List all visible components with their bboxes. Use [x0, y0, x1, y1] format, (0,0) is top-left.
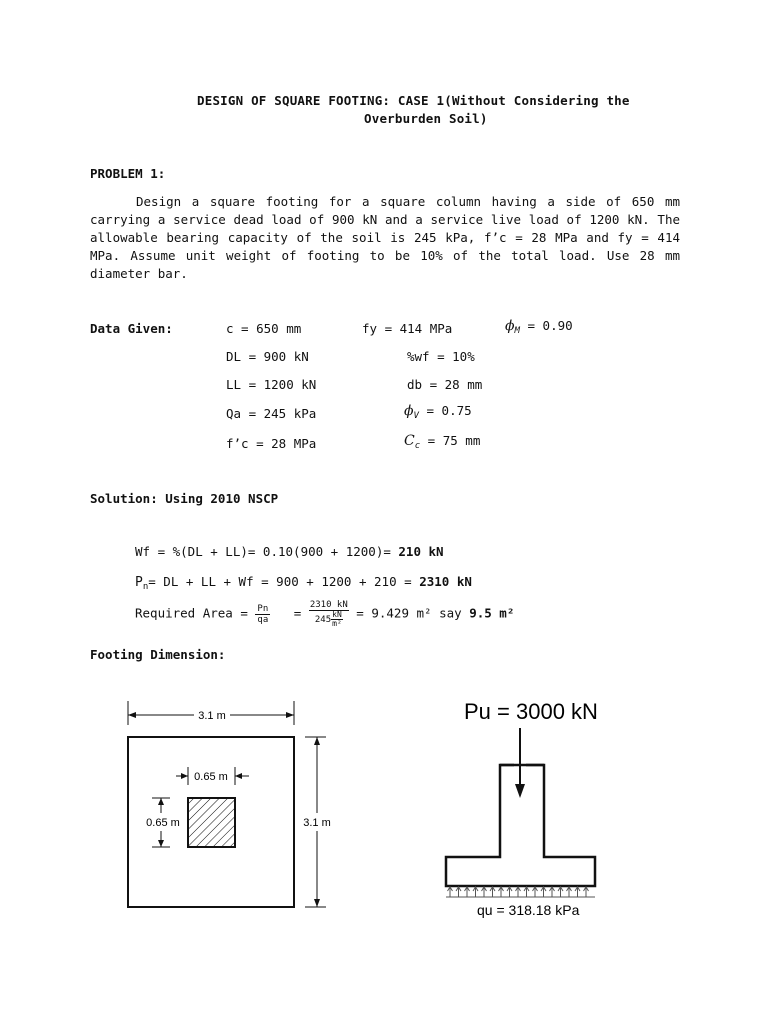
plan-view-diagram — [110, 695, 350, 920]
data-db: db = 28 mm — [407, 377, 483, 392]
data-fy: fy = 414 MPa — [362, 321, 453, 336]
plan-width-label: 3.1 m — [198, 710, 226, 722]
data-ll: LL = 1200 kN — [226, 377, 317, 392]
wf-equation: Wf = %(DL + LL)= 0.10(900 + 1200)= 210 kN — [135, 544, 444, 559]
data-phi-v: $\phi_V = 0.75$ — [404, 403, 472, 421]
document-title-line2: Overburden Soil) — [364, 111, 488, 126]
required-area-equation: Required Area = $\frac{Pn}{qa}$ = 2310 kN 245 $\frac{kN}{\text{m²}}$ = 9.429 m² say 9.5 m² — [135, 600, 515, 628]
data-phi-m: $\phi_M = 0.90$ — [505, 318, 573, 336]
data-given-label: Data Given: — [90, 321, 173, 336]
problem-text: Design a square footing for a square column having a side of 650 mm carrying a service dead load of 900 kN and a service live load of 1200 kN. The allowable bearing capacity of the soil is 245 kPa, f’c = 28 MPa and fy = 414 MPa. Assume unit weight of footing to be 10% of the total load. Use 28 mm diameter bar. — [90, 194, 680, 281]
data-fc: f’c = 28 MPa — [226, 436, 317, 451]
column-height-label: 0.65 m — [146, 817, 180, 829]
pn-result: 2310 kN — [419, 574, 472, 589]
plan-height-label: 3.1 m — [303, 817, 331, 829]
wf-result: 210 kN — [398, 544, 444, 559]
pressure-label: qu = 318.18 kPa — [477, 902, 580, 918]
soil-pressure-arrows — [448, 887, 589, 897]
data-c: c = 650 mm — [226, 321, 302, 336]
column-width-label: 0.65 m — [194, 771, 228, 783]
solution-heading: Solution: Using 2010 NSCP — [90, 491, 279, 506]
data-dl: DL = 900 kN — [226, 349, 309, 364]
column-section — [188, 798, 235, 847]
footing-heading: Footing Dimension: — [90, 647, 226, 662]
area-final: 9.5 m² — [469, 605, 515, 621]
document-title-line1: DESIGN OF SQUARE FOOTING: CASE 1(Without Considering the — [197, 93, 630, 108]
pn-equation: $P_n=$ DL + LL + Wf = 900 + 1200 + 210 = 2310 kN — [135, 574, 472, 592]
data-cc: $C_c = 75$ mm — [404, 433, 481, 451]
load-label: Pu = 3000 kN — [464, 699, 598, 724]
data-wf: %wf = 10% — [407, 349, 475, 364]
data-qa: Qa = 245 kPa — [226, 406, 317, 421]
problem-heading: PROBLEM 1: — [90, 166, 166, 181]
section-view-diagram — [440, 690, 610, 925]
